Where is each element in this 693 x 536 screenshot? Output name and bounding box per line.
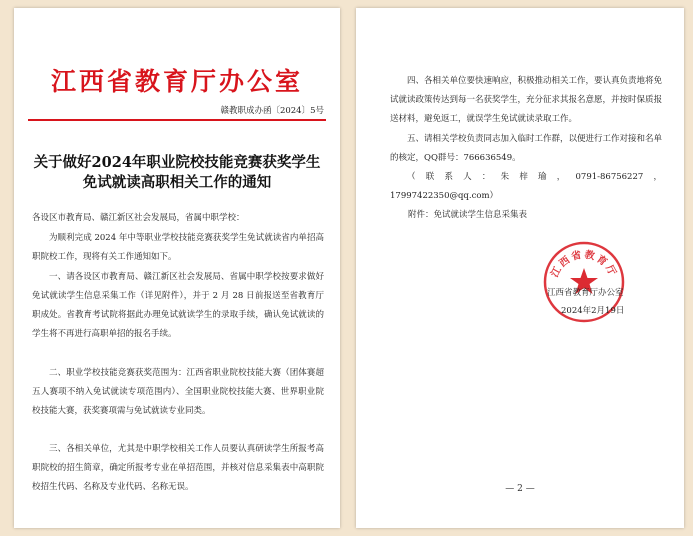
seal-text: 江西省教育厅 <box>549 249 619 280</box>
notice-title-line-1: 关于做好2024年职业院校技能竞赛获奖学生 <box>33 154 321 171</box>
item-1-paragraph: 一、请各设区市教育局、赣江新区社会发展局、省属中职学校按要求做好免试就读学生信息采集工作（详见附件），并于 2 月 28 日前报送至省教育厅职成处。省教育考试院将据此办理免试就读学生的录取手续，确认免试就读的学生将不再进行高职单招的报名手续。 <box>32 272 324 339</box>
contact-line: （联系人：朱梓瑜，0791-86756227，17997422350@qq.com） <box>390 172 662 201</box>
item-2-paragraph: 二、职业学校技能竞赛获奖范围为：江西省职业院校技能大赛（团体赛超五人赛项不纳入免试就读专项范围内）、全国职业院校技能大赛、世界职业院校技能大赛，获奖赛项需与免试就读专业同类。 <box>32 368 324 416</box>
item-5-paragraph: 五、请相关学校负责同志加入临时工作群，以便进行工作对接和名单的核定，QQ群号：766636549。 <box>390 134 663 163</box>
recipients: 各设区市教育局、赣江新区社会发展局，省属中职学校： <box>32 213 245 223</box>
notice-title <box>14 153 340 193</box>
notice-title-line-2: 免试就读高职相关工作的通知 <box>82 174 272 191</box>
item-3-paragraph: 三、各相关单位，尤其是中职学校相关工作人员要认真研读学生所报考高职院校的招生简章，确定所报考专业在单招范围，并核对信息采集表中高职院校招生代码、名称及专业代码、名称无误。 <box>32 444 324 492</box>
office-header: 江西省教育厅办公室 <box>50 67 303 96</box>
intro-paragraph: 为顺利完成 2024 年中等职业学校技能竞赛获奖学生免试就读省内单招高职院校工作，现将有关工作通知如下。 <box>32 233 324 262</box>
document-number: 赣教职成办函〔2024〕5号 <box>220 106 324 116</box>
document-page-1 <box>14 8 340 528</box>
page-number: — 2 — <box>505 484 535 494</box>
item-4-paragraph: 四、各相关单位要快速响应，积极推动相关工作，要认真负责地将免试就读政策传达到每一名获奖学生，充分征求其报名意愿，并按时保质报送材料，避免返工，就误学生免试就读录取工作。 <box>390 76 663 124</box>
attachment-line: 附件：免试就读学生信息采集表 <box>408 210 528 220</box>
red-divider <box>28 119 326 121</box>
issuing-office: 江西省教育厅办公室 <box>547 288 624 298</box>
document-page-2 <box>356 8 684 528</box>
issue-date: 2024年2月19日 <box>561 306 625 316</box>
